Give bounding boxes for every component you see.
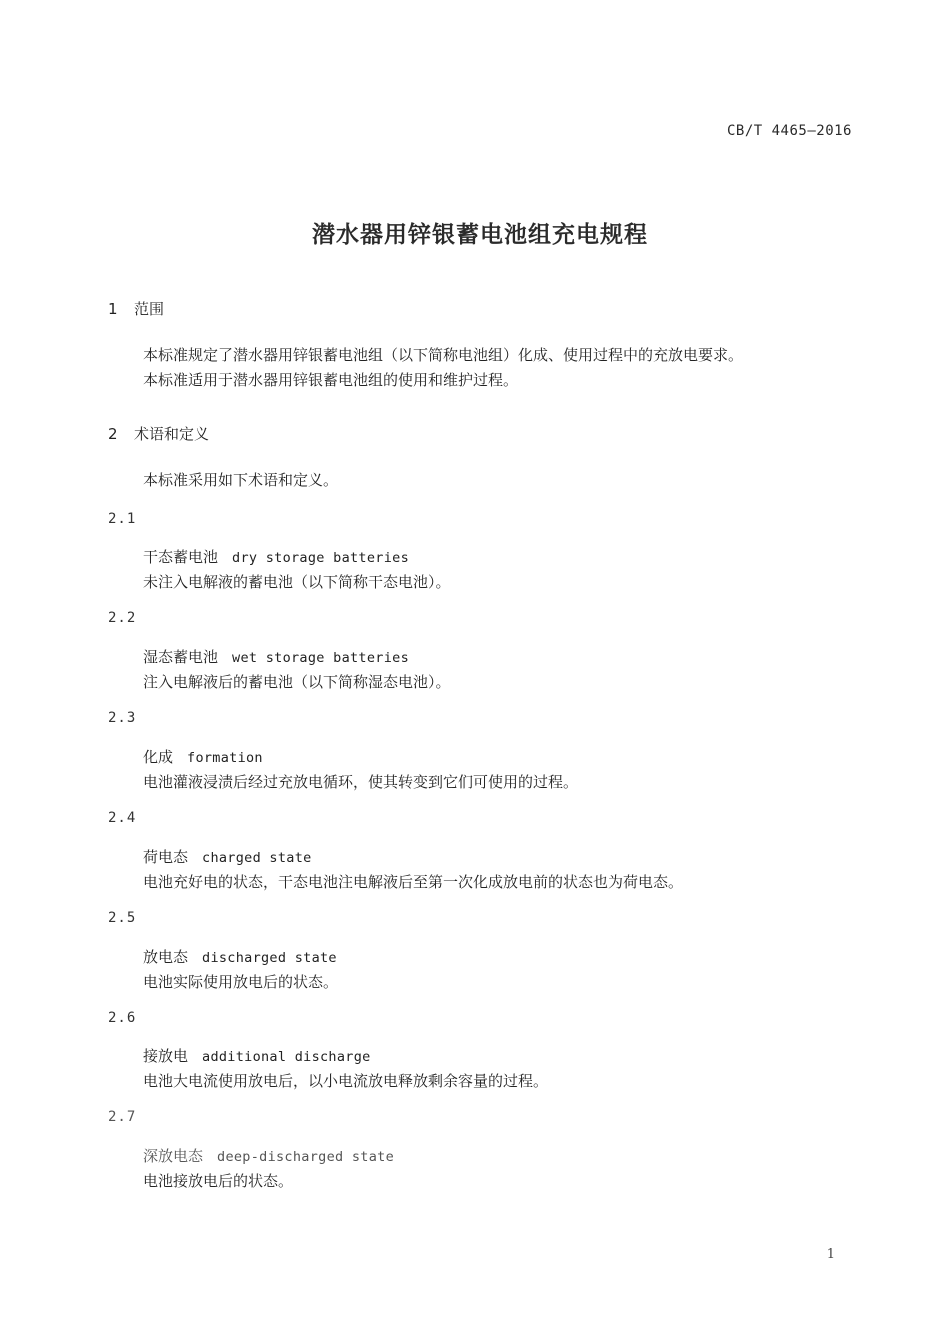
section-heading-scope xyxy=(108,298,164,319)
term-definition: 电池实际使用放电后的状态。 xyxy=(143,973,339,991)
terms-intro: 本标准采用如下术语和定义。 xyxy=(143,471,339,489)
standard-number: CB/T 4465—2016 xyxy=(726,123,852,139)
term-entry xyxy=(143,1145,394,1166)
term-entry xyxy=(143,646,409,667)
section-title: 术语和定义 xyxy=(134,425,210,443)
term-zh: 接放电 xyxy=(143,1047,189,1065)
term-definition: 未注入电解液的蓄电池（以下简称干态电池）。 xyxy=(143,573,451,591)
term-definition: 电池大电流使用放电后，以小电流放电释放剩余容量的过程。 xyxy=(143,1072,549,1090)
term-en: charged state xyxy=(202,850,312,866)
term-zh: 湿态蓄电池 xyxy=(143,648,219,666)
clause-number: 2.7 xyxy=(108,1109,137,1125)
term-definition: 电池接放电后的状态。 xyxy=(143,1172,294,1190)
term-zh: 干态蓄电池 xyxy=(143,548,219,566)
term-en: wet storage batteries xyxy=(232,650,409,666)
term-entry xyxy=(143,546,409,567)
term-en: discharged state xyxy=(202,950,337,966)
section-title: 范围 xyxy=(134,300,165,318)
section-heading-terms xyxy=(108,423,209,444)
term-definition: 注入电解液后的蓄电池（以下简称湿态电池）。 xyxy=(143,673,451,691)
term-zh: 化成 xyxy=(143,748,174,766)
term-en: deep-discharged state xyxy=(217,1149,394,1165)
term-zh: 荷电态 xyxy=(143,848,189,866)
term-entry xyxy=(143,846,312,867)
document-title: 潜水器用锌银蓄电池组充电规程 xyxy=(312,222,648,248)
term-definition: 电池充好电的状态，干态电池注电解液后至第一次化成放电前的状态也为荷电态。 xyxy=(143,873,684,891)
term-entry xyxy=(143,946,337,967)
clause-number: 2.3 xyxy=(108,710,137,726)
scope-paragraph-1: 本标准规定了潜水器用锌银蓄电池组（以下简称电池组）化成、使用过程中的充放电要求。 xyxy=(143,346,744,364)
section-number: 2 xyxy=(108,425,118,443)
term-zh: 放电态 xyxy=(143,948,189,966)
term-entry xyxy=(143,1045,371,1066)
clause-number: 2.5 xyxy=(108,910,137,926)
term-zh: 深放电态 xyxy=(143,1147,204,1165)
term-definition: 电池灌液浸渍后经过充放电循环，使其转变到它们可使用的过程。 xyxy=(143,773,579,791)
term-en: dry storage batteries xyxy=(232,550,409,566)
clause-number: 2.6 xyxy=(108,1010,137,1026)
clause-number: 2.2 xyxy=(108,610,137,626)
term-en: additional discharge xyxy=(202,1049,371,1065)
term-en: formation xyxy=(187,750,263,766)
scope-paragraph-2: 本标准适用于潜水器用锌银蓄电池组的使用和维护过程。 xyxy=(143,371,519,389)
page-number: 1 xyxy=(826,1247,835,1262)
term-entry xyxy=(143,746,263,767)
clause-number: 2.4 xyxy=(108,810,137,826)
clause-number: 2.1 xyxy=(108,511,137,527)
section-number: 1 xyxy=(108,300,118,318)
